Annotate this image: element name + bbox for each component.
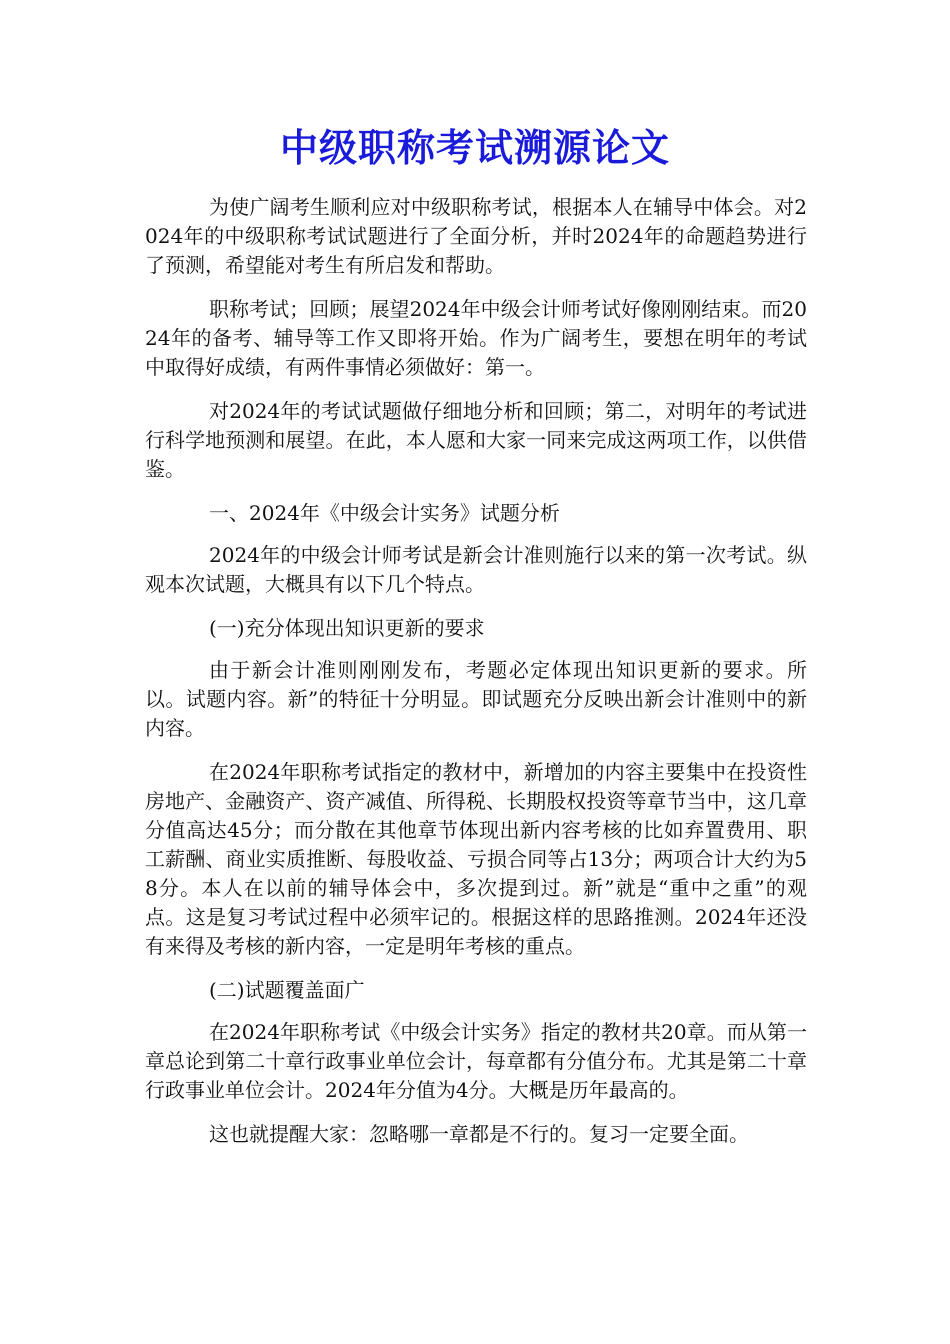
document-body [145, 193, 807, 1164]
paragraph-review: 职称考试；回顾；展望2024年中级会计师考试好像刚刚结束。而2024年的备考、辅导等工作又即将开始。作为广阔考生，要想在明年的考试中取得好成绩，有两件事情必须做好：第一。 [145, 297, 807, 379]
subsection-heading-2: (二)试题覆盖面广 [209, 978, 365, 1002]
document-title: 中级职称考试溯源论文 [279, 126, 670, 170]
paragraph-exam-features: 2024年的中级会计师考试是新会计准则施行以来的第一次考试。纵观本次试题，大概具有以下几个特点。 [145, 543, 807, 596]
section-heading-1: 一、2024年《中级会计实务》试题分析 [209, 501, 560, 525]
paragraph-analysis-plan: 对2024年的考试试题做仔细地分析和回顾；第二，对明年的考试进行科学地预测和展望。在此，本人愿和大家一同来完成这两项工作，以供借鉴。 [145, 399, 807, 481]
paragraph-new-content: 在2024年职称考试指定的教材中，新增加的内容主要集中在投资性房地产、金融资产、资产减值、所得税、长期股权投资等章节当中，这几章分值高达45分；而分散在其他章节体现出新内容考核的比如弃置费用、职工薪酬、商业实质推断、每股收益、亏损合同等占13分；两项合计大约为58分。本人在以前的辅导体会中，多次提到过。新”就是“重中之重”的观点。这是复习考试过程中必须牢记的。根据这样的思路推测。2024年还没有来得及考核的新内容，一定是明年考核的重点。 [145, 760, 807, 958]
subsection-heading-1: (一)充分体现出知识更新的要求 [209, 616, 485, 640]
paragraph-intro: 为使广阔考生顺利应对中级职称考试，根据本人在辅导中体会。对2024年的中级职称考试试题进行了全面分析，并时2024年的命题趋势进行了预测，希望能对考生有所启发和帮助。 [145, 195, 807, 277]
paragraph-reminder: 这也就提醒大家：忽略哪一章都是不行的。复习一定要全面。 [209, 1122, 749, 1146]
paragraph-knowledge-update: 由于新会计准则刚刚发布，考题必定体现出知识更新的要求。所以。试题内容。新”的特征十分明显。即试题充分反映出新会计准则中的新内容。 [145, 658, 807, 740]
paragraph-coverage: 在2024年职称考试《中级会计实务》指定的教材共20章。而从第一章总论到第二十章行政事业单位会计，每章都有分值分布。尤其是第二十章行政事业单位会计。2024年分值为4分。大概是历年最高的。 [145, 1020, 807, 1102]
